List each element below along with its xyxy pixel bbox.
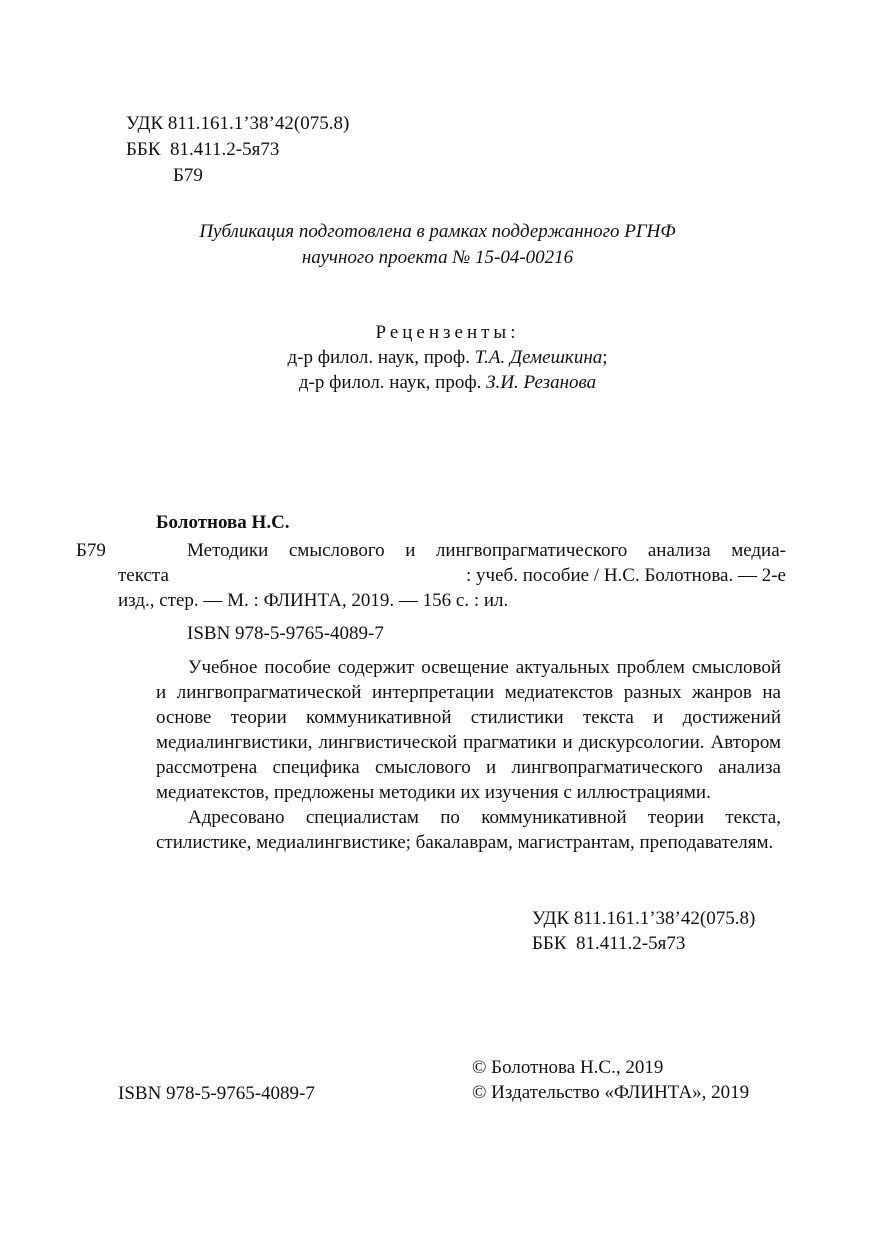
udk-code: УДК 811.161.1’38’42(075.8) — [126, 113, 350, 134]
bib-line-2-right: : учеб. пособие / Н.С. Болотнова. — 2-е — [466, 565, 786, 586]
annotation — [156, 655, 781, 855]
udk-code-bottom: УДК 811.161.1’38’42(075.8) — [532, 908, 756, 929]
copyright-block — [472, 1055, 749, 1105]
bibliographic-description — [118, 538, 786, 613]
annotation-paragraph-1: Учебное пособие содержит освещение актуальных проблем смысловой и лингвопрагматической интерпретации медиатекстов разных жанров на основе теории коммуникативной стилистики текста и достижений медиалингвистики, лингвистической прагматики и дискурсологии. Автором рассмотрена специфика смыслового и лингвопрагматического анализа медиатекстов, предложены методики их изучения с иллюстрациями. — [156, 657, 781, 803]
reviewer-1-suffix: ; — [602, 347, 608, 368]
bib-line-2-left: текста — [118, 565, 169, 586]
isbn-footer: ISBN 978-5-9765-4089-7 — [118, 1083, 315, 1104]
author-sign-code: Б79 — [173, 165, 203, 186]
annotation-paragraph-2: Адресовано специалистам по коммуникативной теории текста, стилистике, медиалингвистике; бакалаврам, магистрантам, преподавателям. — [156, 807, 781, 853]
bbk-code-bottom: ББК 81.411.2-5я73 — [532, 933, 686, 954]
bibliography-code: Б79 — [76, 540, 106, 561]
reviewer-2-title: д-р филол. наук, проф. — [298, 372, 487, 393]
bib-title-line: Методики смыслового и лингвопрагматического анализа медиа- — [187, 540, 786, 561]
author-heading: Болотнова Н.С. — [156, 512, 290, 533]
reviewer-2-name: З.И. Резанова — [486, 372, 597, 393]
reviewers-heading-text: Рецензенты: — [375, 322, 520, 343]
reviewer-1 — [0, 345, 875, 370]
bib-line-3: изд., стер. — М. : ФЛИНТА, 2019. — 156 с. : ил. — [118, 590, 509, 611]
copyright-publisher: © Издательство «ФЛИНТА», 2019 — [472, 1082, 750, 1103]
reviewer-1-title: д-р филол. наук, проф. — [287, 347, 475, 368]
copyright-author: © Болотнова Н.С., 2019 — [472, 1057, 664, 1078]
grant-note-line-2: научного проекта № 15-04-00216 — [301, 247, 574, 268]
reviewers-heading — [0, 320, 875, 345]
reviewer-1-name: Т.А. Демешкина — [474, 347, 603, 368]
bib-line-2 — [118, 563, 786, 588]
grant-note-line-1: Публикация подготовлена в рамках поддержанного РГНФ — [199, 221, 676, 242]
classification-bottom — [532, 906, 755, 956]
reviewer-2 — [0, 370, 875, 395]
bbk-code: ББК 81.411.2-5я73 — [126, 139, 280, 160]
isbn-record: ISBN 978-5-9765-4089-7 — [187, 623, 384, 644]
